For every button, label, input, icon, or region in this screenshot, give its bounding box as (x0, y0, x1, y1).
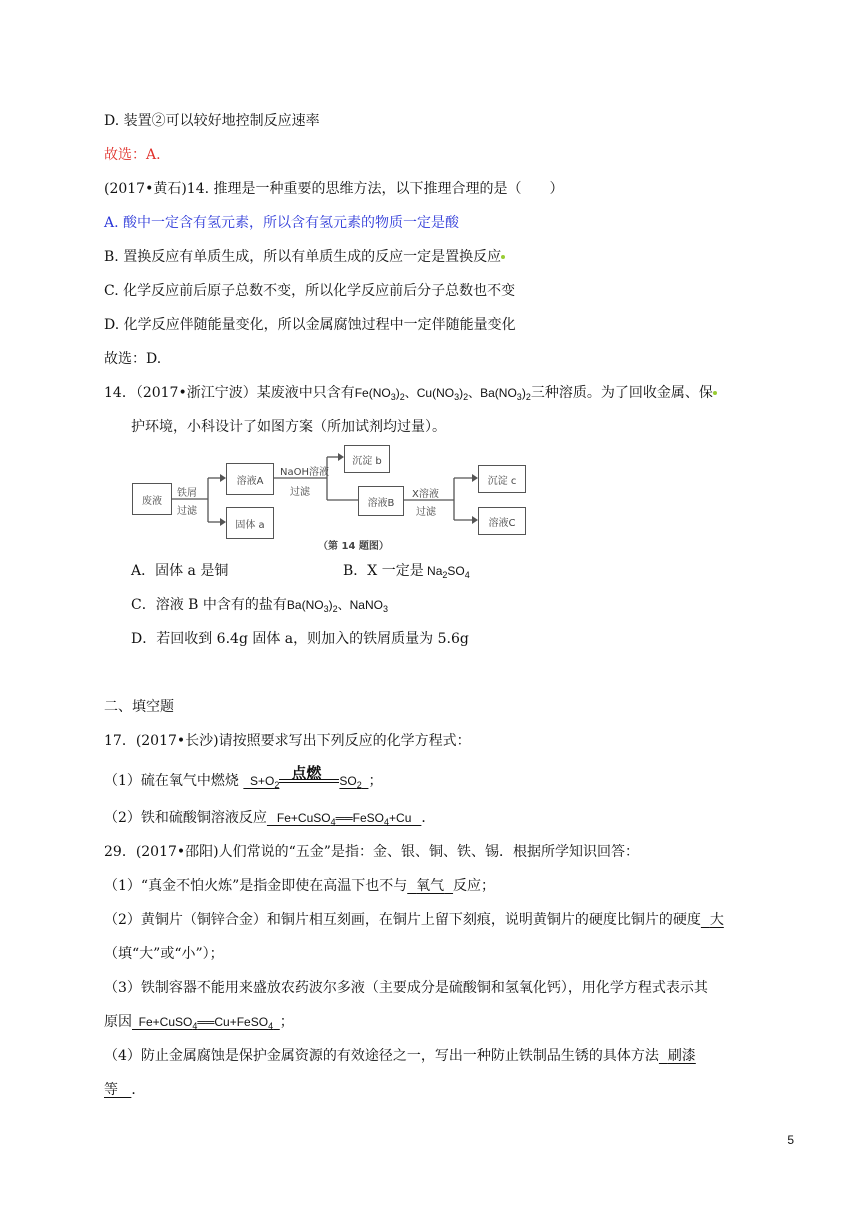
q14-option-a: A. 酸中一定含有氢元素，所以含有氢元素的物质一定是酸 (104, 215, 460, 231)
figure-caption: （第 14 题图） (318, 541, 389, 552)
solution-c-box: 溶液C (478, 507, 526, 535)
solid-a-box: 固体 a (226, 507, 274, 539)
q29-part4: （4）防止金属腐蚀是保护金属资源的有效途径之一，写出一种防止铁制品生锈的具体方法 刷漆 (104, 1048, 696, 1064)
naoh-label: NaOH溶液 (280, 467, 329, 478)
precipitate-b-box: 沉淀 b (344, 445, 390, 473)
solution-b-box: 溶液B (358, 486, 404, 516)
question-29: 29．(2017•邵阳)人们常说的“五金”是指：金、银、铜、铁、锡．根据所学知识回答： (104, 844, 639, 860)
q29-part2-answer: 大 (709, 912, 724, 928)
q14-option-b: B. 置换反应有单质生成，所以有单质生成的反应一定是置换反应 (104, 247, 505, 267)
question-14-ningbo: 14．（2017•浙江宁波）某废液中只含有$Fe(NO_3)_2$、$Cu(NO_3)_2$、$Ba(NO_3)_2$三种溶质。为了回收金属、保 (104, 383, 717, 403)
q14-option-d: D. 化学反应伴随能量变化，所以金属腐蚀过程中一定伴随能量变化 (104, 317, 516, 333)
q29-part1: （1）“真金不怕火炼”是指金即使在高温下也不与 氧气 反应； (104, 878, 496, 894)
q29-part4-answer: 刷漆 (667, 1048, 696, 1064)
q17-part1-answer: $S+O_2$ 点燃 $SO_2$ (243, 764, 362, 790)
filter-label-3: 过滤 (416, 507, 436, 518)
section-fill-in: 二、填空题 (104, 699, 174, 715)
q14-option-c: C. 化学反应前后原子总数不变，所以化学反应前后分子总数也不变 (104, 283, 516, 299)
answer-a: 故选：A. (104, 147, 161, 163)
q29-part4-line2: 等 ． (104, 1082, 146, 1098)
q29-part2: （2）黄铜片（铜锌合金）和铜片相互刻画，在铜片上留下刻痕，说明黄铜片的硬度比铜片的硬度 大 (104, 912, 724, 928)
mark-dot (501, 255, 505, 259)
q29-part3-answer: Fe+CuSO$_4$══Cu+FeSO$_4$ (132, 1015, 274, 1031)
q17-part2-answer: Fe+CuSO$_4$══FeSO$_4$+Cu (266, 811, 422, 827)
filter-label-2: 过滤 (290, 487, 310, 498)
q17-part2: （2）铁和硫酸铜溶液反应 Fe+CuSO$_4$══FeSO$_4$+Cu ． (104, 810, 436, 827)
q29-part4-answer-cont: 等 (104, 1082, 118, 1098)
iron-label: 铁屑 (177, 488, 197, 499)
flowchart (132, 443, 532, 555)
question-14-huangshi: (2017•黄石)14. 推理是一种重要的思维方法，以下推理合理的是（ ） (104, 181, 564, 197)
x-solution-label: X溶液 (412, 489, 439, 500)
q17-part1: （1）硫在氧气中燃烧 $S+O_2$ 点燃 $SO_2$ ； (104, 764, 383, 790)
waste-box: 废液 (132, 483, 172, 515)
filter-label-1: 过滤 (177, 506, 197, 517)
question-14-ningbo-line2: 护环境，小科设计了如图方案（所加试剂均过量）。 (131, 419, 446, 435)
mark-dot (713, 391, 717, 395)
page-number: 5 (787, 1133, 794, 1147)
nb-option-a: A．固体 a 是铜 (131, 563, 229, 579)
q29-part3: （3）铁制容器不能用来盛放农药波尔多液（主要成分是硫酸铜和氢氧化钙），用化学方程式表示其 (104, 980, 708, 996)
q29-part3-line2: 原因 Fe+CuSO$_4$══Cu+FeSO$_4$ ； (104, 1014, 294, 1031)
option-d-device: D. 装置②可以较好地控制反应速率 (104, 113, 320, 129)
q29-part2-line2: （填“大”或“小”）； (104, 946, 224, 962)
nb-option-c: C．溶液 B 中含有的盐有$Ba(NO_3)_2$、NaNO$_3$ (131, 597, 388, 614)
nb-option-b: B．X 一定是 $Na_2SO_4$ (343, 563, 470, 580)
question-17: 17．(2017•长沙)请按照要求写出下列反应的化学方程式： (104, 733, 471, 749)
solution-a-box: 溶液A (226, 463, 274, 495)
nb-option-d: D．若回收到 6.4g 固体 a，则加入的铁屑质量为 5.6g (131, 631, 469, 647)
precipitate-c-box: 沉淀 c (478, 465, 526, 493)
answer-d: 故选：D. (104, 351, 162, 367)
q29-part1-answer: 氧气 (416, 878, 445, 894)
